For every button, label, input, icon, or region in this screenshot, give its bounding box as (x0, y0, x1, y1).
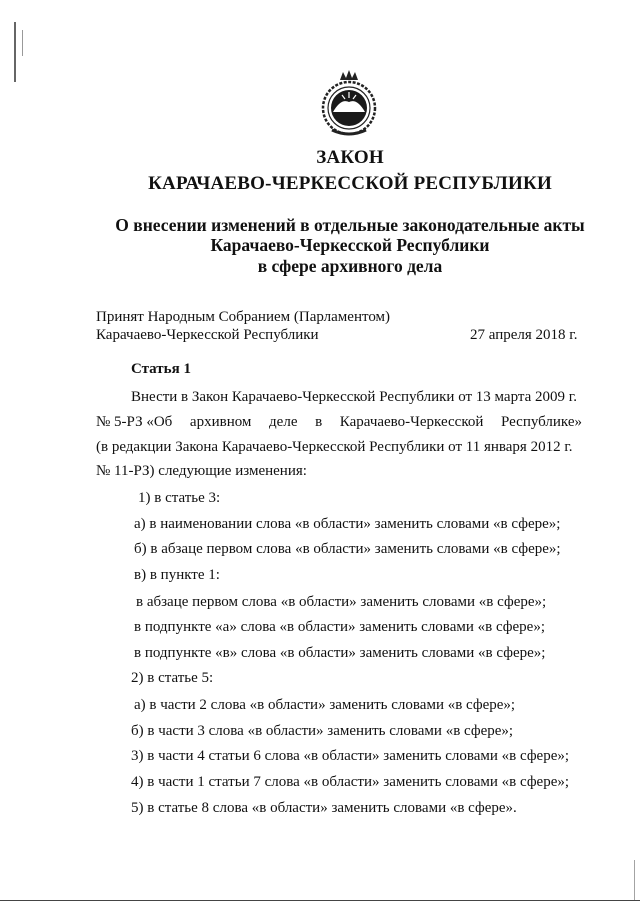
paragraph-line: (в редакции Закона Карачаево-Черкесской Республики от 11 января 2012 г. (96, 439, 573, 455)
list-item: 5) в статье 8 слова «в области» заменить словами «в сфере». (131, 800, 517, 816)
list-item: в подпункте «в» слова «в области» заменить словами «в сфере»; (134, 645, 546, 661)
document-title-republic: КАРАЧАЕВО-ЧЕРКЕССКОЙ РЕСПУБЛИКИ (148, 173, 552, 194)
list-item: в) в пункте 1: (134, 567, 220, 583)
scan-edge (0, 900, 640, 901)
paragraph-line-justified (96, 414, 582, 431)
adoption-line: Карачаево-Черкесской Республики (96, 327, 319, 343)
list-item: 1) в статье 3: (138, 490, 221, 506)
paragraph-word: Карачаево-Черкесской (339, 414, 484, 430)
paragraph-line: № 11-РЗ) следующие изменения: (96, 463, 307, 479)
document-title: ЗАКОН (316, 147, 384, 168)
article-heading: Статья 1 (131, 361, 191, 377)
document-subtitle: О внесении изменений в отдельные законодательные акты (115, 215, 585, 235)
list-item: б) в абзаце первом слова «в области» заменить словами «в сфере»; (134, 541, 561, 557)
adoption-date: 27 апреля 2018 г. (470, 327, 578, 343)
list-item: 2) в статье 5: (131, 670, 214, 686)
document-subtitle: в сфере архивного дела (257, 256, 443, 276)
list-item: в абзаце первом слова «в области» заменить словами «в сфере»; (136, 594, 547, 610)
list-item: б) в части 3 слова «в области» заменить словами «в сфере»; (131, 723, 514, 739)
paragraph-word: № 5-РЗ «Об (96, 414, 173, 430)
list-item: 3) в части 4 статьи 6 слова «в области» заменить словами «в сфере»; (131, 748, 570, 764)
coat-of-arms-icon (318, 68, 380, 140)
paragraph-word: Республике» (500, 414, 582, 430)
scan-artifact (14, 22, 16, 82)
scan-artifact (22, 30, 23, 56)
adoption-line: Принят Народным Собранием (Парламентом) (96, 309, 391, 325)
list-item: в подпункте «а» слова «в области» заменить словами «в сфере»; (134, 619, 545, 635)
paragraph-word: архивном (189, 414, 252, 430)
list-item: а) в части 2 слова «в области» заменить словами «в сфере»; (134, 697, 516, 713)
scan-artifact (634, 860, 635, 900)
list-item: а) в наименовании слова «в области» заменить словами «в сфере»; (134, 516, 561, 532)
document-subtitle: Карачаево-Черкесской Республики (210, 235, 490, 255)
list-item: 4) в части 1 статьи 7 слова «в области» заменить словами «в сфере»; (131, 774, 570, 790)
paragraph-line: Внести в Закон Карачаево-Черкесской Республики от 13 марта 2009 г. (131, 389, 578, 405)
paragraph-word: деле (269, 414, 298, 430)
paragraph-word: в (315, 414, 323, 430)
